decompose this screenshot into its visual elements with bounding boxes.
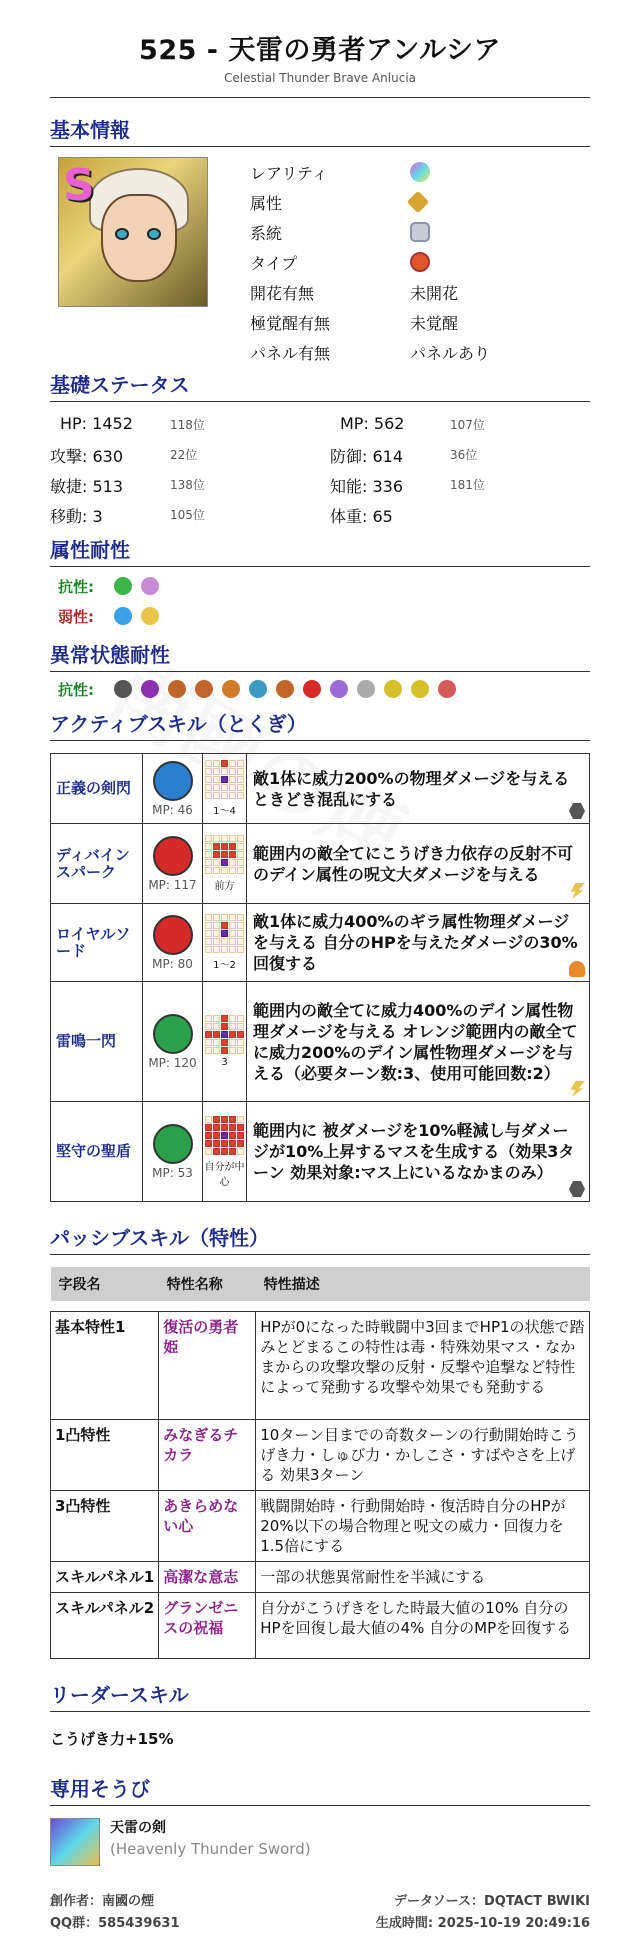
section-leader-skill: リーダースキル (50, 1679, 590, 1712)
passive-desc: 戦闘開始時・行動開始時・復活時自分のHPが20%以下の場合物理と呪文の威力・回復力を1.5倍にする (256, 1490, 590, 1561)
leader-skill-text: こうげき力+15% (50, 1729, 174, 1748)
portrait-eye-left (115, 228, 129, 240)
resist-label: 抗性: (58, 577, 94, 596)
portrait-face (101, 194, 177, 282)
table-row (51, 1311, 590, 1419)
section-element-resist: 属性耐性 (50, 534, 590, 567)
skill-desc: 範囲内に 被ダメージを10%軽減し与ダメージが10%上昇するマスを生成する（効果3ターン 効果対象:マス上にいるなかまのみ） (253, 1121, 575, 1182)
table-row (51, 1419, 590, 1490)
info-key: 属性 (250, 193, 283, 213)
info-row-awaken (250, 307, 610, 337)
skill-range: 1～4 (213, 806, 236, 817)
sword-icon (50, 1818, 100, 1866)
skill-name: 雷鳴一閃 (51, 982, 143, 1102)
info-key: レアリティ (250, 163, 328, 183)
passive-field: スキルパネル2 (51, 1592, 159, 1658)
skill-range: 1～2 (213, 960, 236, 971)
hexagon-icon (569, 1181, 585, 1197)
tongue-icon (438, 680, 456, 698)
seal-icon (276, 680, 294, 698)
info-value: 未覚醒 (410, 313, 459, 333)
table-row (51, 1561, 590, 1592)
hexagon-icon (569, 803, 585, 819)
skill-range: 自分が中心 (204, 1161, 245, 1188)
passive-desc: 自分がこうげきをした時最大値の10% 自分のHPを回復し最大値の4% 自分のMPを回復する (256, 1592, 590, 1658)
range-grid (205, 835, 244, 874)
sleep-icon (114, 680, 132, 698)
stat-defense: 防御: 614 (330, 447, 404, 466)
info-row-rarity (250, 157, 610, 187)
dizzy-icon (411, 680, 429, 698)
page-title: 525 - 天雷の勇者アンルシア (139, 35, 501, 66)
table-row (51, 1490, 590, 1561)
info-row-type (250, 247, 610, 277)
stat-move-rank: 105位 (170, 508, 205, 522)
range-grid (205, 1015, 244, 1054)
info-row-bloom (250, 277, 610, 307)
character-portrait (58, 157, 208, 307)
passive-name: あきらめない心 (159, 1490, 256, 1561)
skill-desc: 敵1体に威力200%の物理ダメージを与える ときどき混乱にする (253, 768, 570, 809)
stat-agility: 敏捷: 513 (50, 477, 124, 496)
col-name: 特性名称 (159, 1267, 256, 1301)
status-resist-label: 抗性: (58, 680, 94, 699)
title-divider (50, 97, 590, 98)
info-value: 未開花 (410, 283, 459, 303)
skill-desc: 敵1体に威力400%のギラ属性物理ダメージを与える 自分のHPを与えたダメージの30%回復する (253, 912, 578, 973)
skill-range: 3 (221, 1057, 228, 1068)
skill-name: 正義の剣閃 (51, 754, 143, 824)
weak-label: 弱性: (58, 607, 94, 626)
thunder-slash-skill-icon (153, 1014, 193, 1054)
stat-defense-rank: 36位 (450, 448, 478, 462)
info-row-element (250, 187, 610, 217)
flame-icon (569, 961, 585, 977)
footer-author: 創作者：南國の煙 (50, 1894, 155, 1909)
col-desc: 特性描述 (256, 1267, 590, 1301)
info-row-panel (250, 337, 610, 367)
skill-name: ロイヤルソード (51, 904, 143, 982)
skill-desc: 範囲内の敵全てに威力400%のデイン属性物理ダメージを与える オレンジ範囲内の敵全てに威力200%のデイン属性物理ダメージを与える（必要ターン数:3、使用可能回数:2） (253, 1000, 578, 1083)
table-row (51, 1592, 590, 1658)
section-equipment: 専用そうび (50, 1773, 590, 1806)
status-resist-row (50, 674, 590, 704)
table-header (51, 1267, 590, 1301)
attack-type-icon (410, 252, 430, 272)
table-row (51, 982, 590, 1102)
spark-icon (384, 680, 402, 698)
thunder-element-icon (407, 191, 430, 214)
stat-weight: 体重: 65 (330, 507, 393, 526)
skill-mp: MP: 53 (152, 1165, 193, 1180)
skill-mp: MP: 46 (152, 802, 193, 817)
range-grid (205, 760, 244, 799)
passive-field: 3凸特性 (51, 1490, 159, 1561)
stat-attack: 攻撃: 630 (50, 447, 124, 466)
skill-name: ディバインスパーク (51, 824, 143, 904)
section-active-skills: アクティブスキル（とくぎ） (50, 708, 590, 741)
passive-desc: 一部の状態異常耐性を半減にする (256, 1561, 590, 1592)
stat-attack-rank: 22位 (170, 448, 198, 462)
section-base-stats: 基礎ステータス (50, 369, 590, 402)
passive-name: 復活の勇者姫 (159, 1311, 256, 1419)
stat-move: 移動: 3 (50, 507, 103, 526)
footer-time: 生成時間: 2025-10-19 20:49:16 (375, 1916, 590, 1931)
passive-field: 基本特性1 (51, 1311, 159, 1419)
skill-range: 前方 (214, 881, 235, 892)
cross-icon (303, 680, 321, 698)
info-key: パネル有無 (250, 343, 331, 363)
footer-qq: QQ群：585439631 (50, 1916, 180, 1931)
base-stats-panel (50, 402, 590, 524)
page-subtitle: Celestial Thunder Brave Anlucia (223, 71, 417, 85)
portrait-eye-right (147, 228, 161, 240)
range-grid (205, 1116, 244, 1155)
ring-icon (357, 680, 375, 698)
light-weak-icon (141, 607, 159, 625)
skill-mp: MP: 80 (152, 956, 193, 971)
element-resist-row (50, 571, 590, 601)
section-basic-info: 基本情報 (50, 114, 590, 147)
passive-field: スキルパネル1 (51, 1561, 159, 1592)
skill-mp: MP: 117 (148, 877, 197, 892)
hero-family-icon (410, 222, 430, 242)
info-key: 極覚醒有無 (250, 313, 331, 333)
table-row (51, 904, 590, 982)
rarity-s-icon (410, 162, 430, 182)
stat-mp-rank: 107位 (450, 418, 485, 432)
info-value: パネルあり (410, 343, 491, 363)
equipment-name: 天雷の剣 (110, 1819, 166, 1836)
table-row (51, 1102, 590, 1202)
charm-icon (249, 680, 267, 698)
stat-hp: HP: 1452 (60, 414, 133, 433)
stat-hp-rank: 118位 (170, 418, 205, 432)
table-row (51, 754, 590, 824)
passive-desc: HPが0になった時戦闘中3回までHP1の状態で踏みとどまるこの特性は毒・特殊効果マス・なかまからの攻撃攻撃の反射・反撃や追撃など特性によって発動する攻撃や効果でも発動する (256, 1311, 590, 1419)
confusion-icon (195, 680, 213, 698)
passive-name: みなぎるチカラ (159, 1419, 256, 1490)
element-weak-row (50, 601, 590, 631)
section-passive-skills: パッシブスキル（特性） (50, 1222, 590, 1255)
dark-resist-icon (141, 577, 159, 595)
page (50, 0, 590, 1866)
sword-skill-icon (153, 761, 193, 801)
poison-icon (141, 680, 159, 698)
thunder-icon (569, 883, 585, 899)
active-skill-table (50, 753, 590, 1202)
equipment-item (50, 1818, 590, 1866)
skill-desc: 範囲内の敵全てにこうげき力依存の反射不可のデイン属性の呪文大ダメージを与える (253, 843, 574, 884)
passive-skill-table (50, 1267, 590, 1659)
basic-info-panel (50, 147, 590, 363)
spell-skill-icon (153, 836, 193, 876)
skill-name: 堅守の聖盾 (51, 1102, 143, 1202)
ice-weak-icon (114, 607, 132, 625)
footer-source: データソース：DQTACT BWIKI (394, 1894, 590, 1909)
passive-name: 高潔な意志 (159, 1561, 256, 1592)
col-field: 字段名 (51, 1267, 159, 1301)
passive-field: 1凸特性 (51, 1419, 159, 1490)
stun-icon (222, 680, 240, 698)
info-key: 開花有無 (250, 283, 315, 303)
equipment-en-name: (Heavenly Thunder Sword) (110, 1839, 311, 1858)
wind-resist-icon (114, 577, 132, 595)
stat-agility-rank: 138位 (170, 478, 205, 492)
passive-name: グランゼニスの祝福 (159, 1592, 256, 1658)
fire-sword-skill-icon (153, 915, 193, 955)
section-status-resist: 異常状態耐性 (50, 639, 590, 672)
paralysis-icon (168, 680, 186, 698)
info-key: タイプ (250, 253, 298, 273)
curse-icon (330, 680, 348, 698)
table-row (51, 824, 590, 904)
range-grid (205, 914, 244, 953)
stat-mp: MP: 562 (340, 414, 405, 433)
shield-skill-icon (153, 1124, 193, 1164)
rarity-badge-icon: S (63, 160, 95, 211)
stat-intelligence-rank: 181位 (450, 478, 485, 492)
info-row-family (250, 217, 610, 247)
passive-desc: 10ターン目までの奇数ターンの行動開始時こうげき力・しゅび力・かしこさ・すばやさを上げる 効果3ターン (256, 1419, 590, 1490)
thunder-icon (569, 1081, 585, 1097)
skill-mp: MP: 120 (148, 1055, 197, 1070)
info-key: 系統 (250, 223, 283, 243)
stat-intelligence: 知能: 336 (330, 477, 404, 496)
